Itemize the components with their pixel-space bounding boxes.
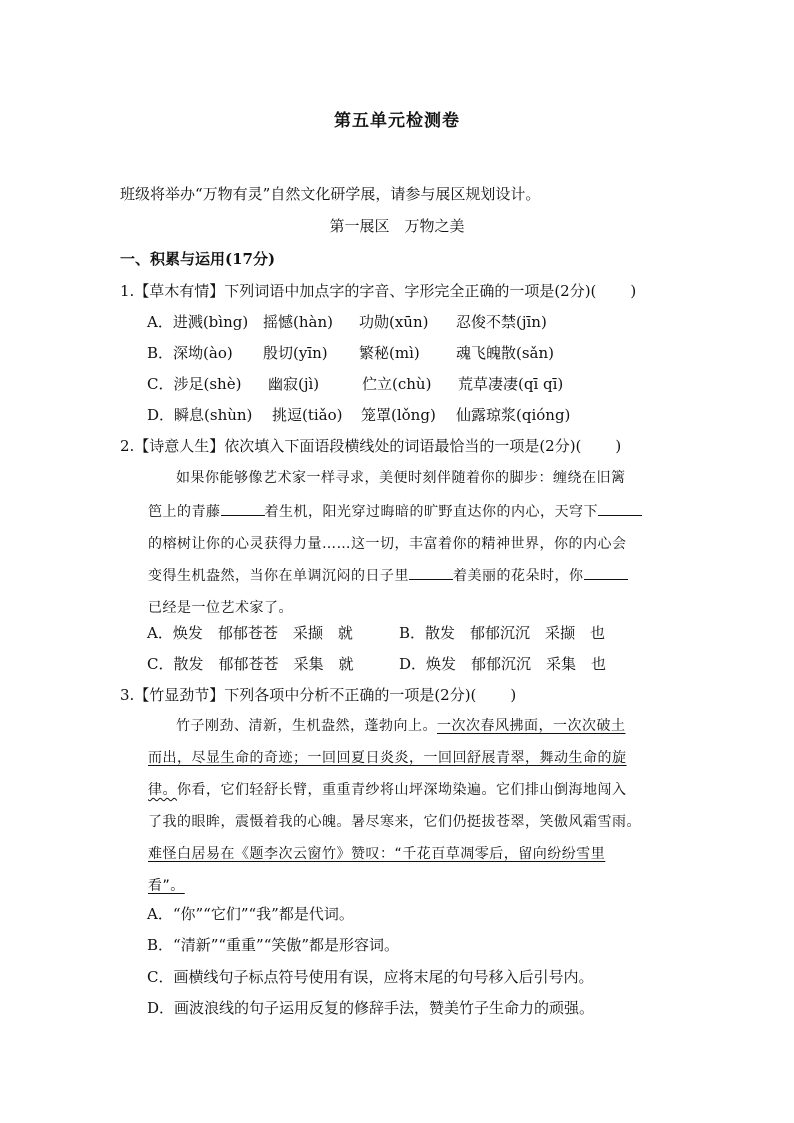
exhibition-heading: 第一展区 万物之美 xyxy=(329,217,465,235)
q1-option-d-word4: 仙露琼浆(qióng) xyxy=(456,406,571,424)
q1-option-b-word1: B．深坳(ào) xyxy=(147,344,233,362)
q1-option-b-word4: 魂飞魄散(sǎn) xyxy=(456,344,555,362)
q2-passage-line xyxy=(148,566,675,586)
wavy-underlined-text: 律。 xyxy=(148,782,177,798)
passage-text: 笆上的青藤 xyxy=(148,504,221,520)
q1-option-d xyxy=(147,405,570,425)
q2-options-row-1 xyxy=(147,623,605,643)
q1-option-a-word1: A．进溅(bìng) xyxy=(147,313,249,331)
fill-blank[interactable] xyxy=(409,567,453,580)
q1-option-d-word3: 笼罩(lǒng) xyxy=(361,406,436,424)
fill-blank[interactable] xyxy=(598,503,642,516)
q1-option-b-word3: 繁秘(mì) xyxy=(359,344,420,362)
passage-text: 变得生机盎然，当你在单调沉闷的日子里 xyxy=(148,568,409,584)
passage-text: 着生机，阳光穿过晦暗的旷野直达你的内心，天穹下 xyxy=(264,504,598,520)
q1-option-c-word2: 幽寂(jì) xyxy=(268,375,320,393)
q3-option-d: D．画波浪线的句子运用反复的修辞手法，赞美竹子生命力的顽强。 xyxy=(147,999,595,1017)
fill-blank[interactable] xyxy=(584,567,628,580)
q1-option-d-word2: 挑逗(tiǎo) xyxy=(272,406,343,424)
paren-close: ) xyxy=(630,282,637,300)
fill-blank[interactable] xyxy=(221,503,265,516)
q1-option-a-word4: 忍俊不禁(jīn) xyxy=(456,313,547,331)
q1-option-a-word3: 功勋(xūn) xyxy=(359,313,429,331)
passage-text: 着美丽的花朵时，你 xyxy=(453,568,584,584)
q3-option-c: C．画横线句子标点符号使用有误，应将末尾的句号移入后引号内。 xyxy=(147,968,594,986)
q3-option-b: B．“清新”“重重”“笑傲”都是形容词。 xyxy=(147,936,400,954)
question-3-text: 3.【竹显劲节】下列各项中分析不正确的一项是(2分)( xyxy=(120,686,477,704)
q1-option-a xyxy=(147,312,547,332)
question-1-stem xyxy=(120,281,636,301)
q3-passage-line: 而出，尽显生命的奇迹；一回回夏日炎炎，一回回舒展青翠，舞动生命的旋 xyxy=(148,750,627,766)
q3-passage-line xyxy=(148,780,675,800)
passage-text: 你看，它们轻舒长臂，重重青纱将山坪深坳染遍。它们排山倒海地闯入 xyxy=(177,782,627,798)
paren-close: ) xyxy=(510,686,517,704)
q2-option-c: C．散发 郁郁苍苍 采集 就 xyxy=(147,655,354,673)
q2-passage-line: 的榕树让你的心灵获得力量……这一切，丰富着你的精神世界，你的内心会 xyxy=(148,536,627,552)
intro-text: 班级将举办“万物有灵”自然文化研学展，请参与展区规划设计。 xyxy=(120,185,541,203)
passage-text: 竹子刚劲、清新，生机盎然，蓬勃向上。 xyxy=(176,718,437,734)
underlined-sentence: 一次次春风拂面，一次次破土 xyxy=(437,718,626,734)
q1-option-d-word1: D．瞬息(shùn) xyxy=(147,406,253,424)
section-heading: 一、积累与运用(17分) xyxy=(120,250,276,268)
question-1-text: 1.【草木有情】下列词语中加点字的字音、字形完全正确的一项是(2分)( xyxy=(120,282,597,300)
question-2-text: 2.【诗意人生】依次填入下面语段横线处的词语最恰当的一项是(2分)( xyxy=(120,437,582,455)
q1-option-b-word2: 殷切(yīn) xyxy=(263,344,328,362)
q1-option-c-word4: 荒草凄凄(qī qī) xyxy=(458,375,564,393)
question-3-stem xyxy=(120,685,516,705)
paren-close: ) xyxy=(615,437,622,455)
q1-option-b xyxy=(147,343,554,363)
q2-passage-line: 已经是一位艺术家了。 xyxy=(148,600,293,616)
q1-option-a-word2: 摇憾(hàn) xyxy=(263,313,333,331)
q2-option-b: B．散发 郁郁沉沉 采撷 也 xyxy=(399,624,606,642)
page-title: 第五单元检测卷 xyxy=(334,111,460,131)
q1-option-c-word1: C．涉足(shè) xyxy=(147,375,242,393)
q2-passage-line xyxy=(148,502,675,522)
q1-option-c-word3: 伫立(chù) xyxy=(362,375,432,393)
q3-option-a: A．“你”“它们”“我”都是代词。 xyxy=(147,905,354,923)
q1-option-c xyxy=(147,374,563,394)
q3-passage-line xyxy=(176,716,703,736)
question-2-stem xyxy=(120,436,621,456)
q3-passage-line: 难怪白居易在《题李次云窗竹》赞叹：“千花百草凋零后，留向纷纷雪里 xyxy=(148,846,606,862)
q2-options-row-2 xyxy=(147,654,606,674)
q2-passage-line: 如果你能够像艺术家一样寻求，美便时刻伴随着你的脚步：缠绕在旧篱 xyxy=(176,470,626,486)
q3-passage-line: 了我的眼眸，震慑着我的心魄。暑尽寒来，它们仍挺拔苍翠，笑傲风霜雪雨。 xyxy=(148,814,641,830)
q2-option-a: A．焕发 郁郁苍苍 采撷 就 xyxy=(147,624,353,642)
q3-passage-line: 看”。 xyxy=(148,878,185,894)
q2-option-d: D．焕发 郁郁沉沉 采集 也 xyxy=(399,655,607,673)
